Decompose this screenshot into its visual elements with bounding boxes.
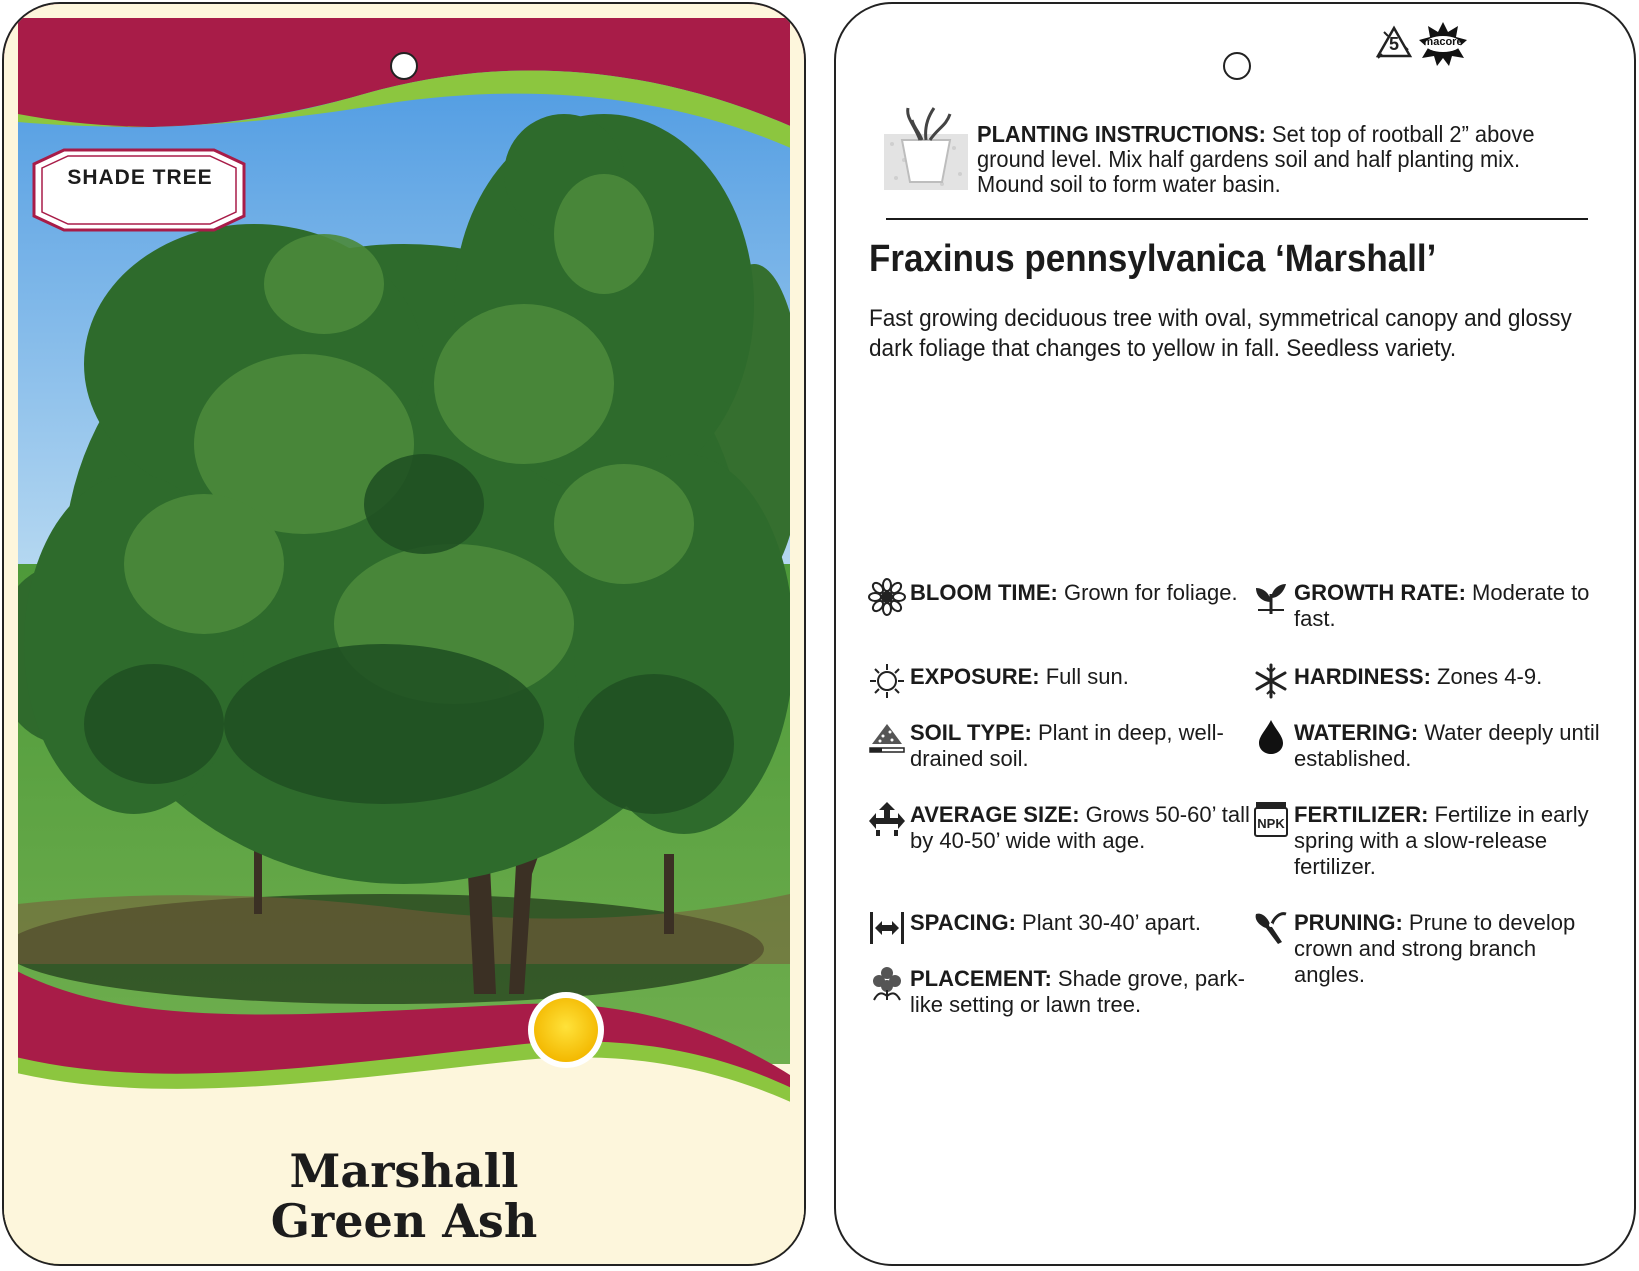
soil-icon — [868, 718, 906, 756]
brand-logo-text: macore — [1423, 36, 1463, 48]
attribute-fertilizer: NPK FERTILIZER: Fertilize in early spring with a slow-release fertilizer. — [1294, 802, 1604, 880]
average-size-value: Grows 50-60’ tall by 40-50’ wide with age. — [910, 802, 1250, 853]
pruning-value: Prune to develop crown and strong branch angles. — [1294, 910, 1576, 987]
placement-value: Shade grove, park-like setting or lawn tree. — [910, 966, 1246, 1017]
category-badge — [34, 150, 244, 230]
tag-hole — [390, 52, 418, 80]
growth-rate-label: GROWTH RATE — [1294, 580, 1459, 605]
spacing-arrows-icon — [868, 908, 906, 946]
snowflake-icon — [1252, 662, 1290, 700]
bloom-time-label: BLOOM TIME — [910, 580, 1051, 605]
common-name-line2: Green Ash — [270, 1194, 538, 1248]
fertilizer-icon — [1252, 800, 1290, 838]
attribute-pruning: PRUNING: Prune to develop crown and strong branch angles. — [1294, 910, 1604, 988]
back-tag — [834, 2, 1636, 1266]
divider — [886, 218, 1588, 220]
exposure-label: EXPOSURE — [910, 664, 1033, 689]
attribute-bloom-time: BLOOM TIME: Grown for foliage. — [910, 580, 1270, 606]
attribute-watering: WATERING: Water deeply until established. — [1294, 720, 1604, 772]
tag-hole — [1223, 52, 1251, 80]
planting-instructions-text: Set top of rootball 2” above ground level. Mix half gardens soil and half planting mix. Mound soil to form water basin. — [977, 121, 1535, 197]
average-size-label: AVERAGE SIZE — [910, 802, 1073, 827]
fertilizer-label: FERTILIZER — [1294, 802, 1422, 827]
bloom-time-value: Grown for foliage. — [1057, 580, 1238, 605]
sun-dot-icon — [528, 992, 604, 1068]
watering-value: Water deeply until established. — [1294, 720, 1600, 771]
attribute-hardiness: HARDINESS: Zones 4-9. — [1294, 664, 1604, 690]
soil-type-value: Plant in deep, well-drained soil. — [910, 720, 1224, 771]
scientific-name: Fraxinus pennsylvanica ‘Marshall’ — [869, 238, 1437, 280]
attribute-exposure: EXPOSURE: Full sun. — [910, 664, 1270, 690]
attribute-soil-type: SOIL TYPE: Plant in deep, well-drained soil. — [910, 720, 1270, 772]
soil-type-label: SOIL TYPE — [910, 720, 1025, 745]
growth-rate-value: Moderate to fast. — [1294, 580, 1590, 631]
spacing-label: SPACING — [910, 910, 1009, 935]
pruning-shears-icon — [1252, 908, 1290, 946]
placement-icon — [868, 964, 906, 1002]
pruning-label: PRUNING — [1294, 910, 1396, 935]
recycle-number: 5 — [1388, 34, 1399, 54]
sun-icon — [868, 662, 906, 700]
potted-plant-icon — [884, 104, 968, 192]
size-arrows-icon — [868, 800, 906, 838]
fertilizer-value: Fertilize in early spring with a slow-release fertilizer. — [1294, 802, 1589, 879]
watering-label: WATERING — [1294, 720, 1411, 745]
front-artwork — [4, 4, 804, 1264]
attribute-spacing: SPACING: Plant 30-40’ apart. — [910, 910, 1270, 936]
attribute-placement: PLACEMENT: Shade grove, park-like setting or lawn tree. — [910, 966, 1270, 1018]
npk-text: NPK — [1257, 816, 1285, 831]
common-name-line1: Marshall — [289, 1144, 519, 1198]
attribute-average-size: AVERAGE SIZE: Grows 50-60’ tall by 40-50’ wide with age. — [910, 802, 1270, 854]
planting-instructions-label: PLANTING INSTRUCTIONS: — [977, 121, 1266, 147]
placement-label: PLACEMENT — [910, 966, 1045, 991]
water-drop-icon — [1252, 718, 1290, 756]
plant-description: Fast growing deciduous tree with oval, symmetrical canopy and glossy dark foliage that changes to yellow in fall. Seedless variety. — [869, 305, 1572, 362]
exposure-value: Full sun. — [1039, 664, 1129, 689]
flower-icon — [868, 578, 906, 616]
front-tag — [2, 2, 806, 1266]
hardiness-value: Zones 4-9. — [1430, 664, 1543, 689]
category-badge-label: SHADE TREE — [67, 166, 213, 189]
spacing-value: Plant 30-40’ apart. — [1015, 910, 1202, 935]
attribute-growth-rate: GROWTH RATE: Moderate to fast. — [1294, 580, 1604, 632]
hardiness-label: HARDINESS — [1294, 664, 1424, 689]
planting-instructions — [977, 122, 1572, 197]
sprout-icon — [1252, 578, 1290, 616]
